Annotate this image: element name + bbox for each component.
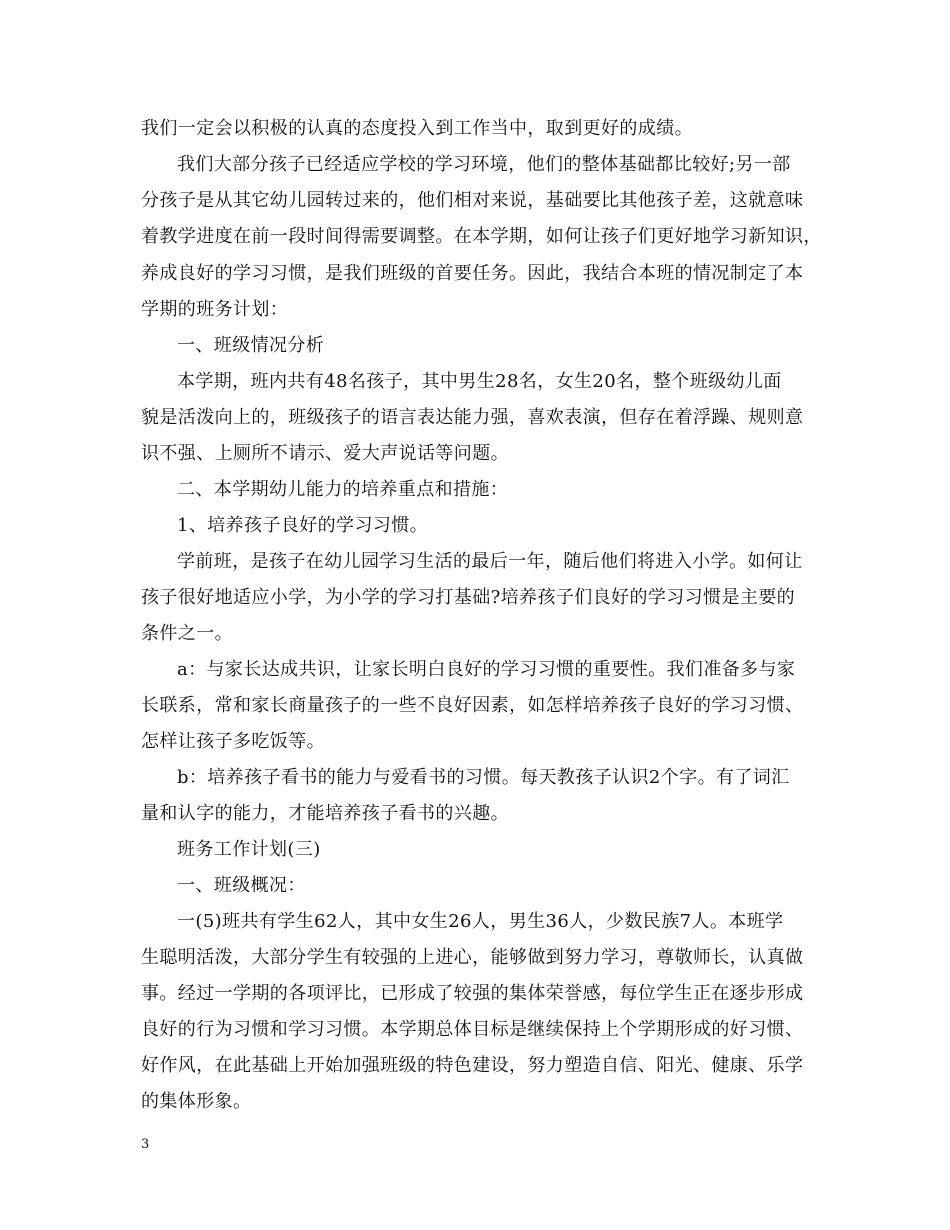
text-line: b：培养孩子看书的能力与爱看书的习惯。每天教孩子认识2个字。有了词汇 [177,767,790,788]
text-line: 我们大部分孩子已经适应学校的学习环境，他们的整体基础都比较好;另一部 [177,154,791,175]
section-heading: 一、班级情况分析 [177,335,325,356]
text-line: 长联系，常和家长商量孩子的一些不良好因素，如怎样培养孩子良好的学习习惯、 [141,695,804,716]
section-title: 班务工作计划(三) [177,839,321,860]
text-line: 我们一定会以积极的认真的态度投入到工作当中，取到更好的成绩。 [141,118,693,139]
text-line: 条件之一。 [141,623,233,644]
text-line: 的集体形象。 [141,1091,252,1112]
text-line: a：与家长达成共识，让家长明白良好的学习习惯的重要性。我们准备多与家 [177,659,796,680]
section-heading: 一、班级概况： [177,875,306,896]
text-line: 好作风，在此基础上开始加强班级的特色建设，努力塑造自信、阳光、健康、乐学 [141,1055,804,1076]
text-line: 良好的行为习惯和学习习惯。本学期总体目标是继续保持上个学期形成的好习惯、 [141,1019,804,1040]
text-line: 一(5)班共有学生62人，其中女生26人，男生36人，少数民族7人。本班学 [177,911,784,932]
text-line: 量和认字的能力，才能培养孩子看书的兴趣。 [141,803,509,824]
text-line: 学前班，是孩子在幼儿园学习生活的最后一年，随后他们将进入小学。如何让 [177,551,803,572]
text-line: 学期的班务计划： [141,299,289,320]
text-line: 怎样让孩子多吃饭等。 [141,731,325,752]
text-line: 养成良好的学习习惯，是我们班级的首要任务。因此，我结合本班的情况制定了本 [141,263,804,284]
text-line: 本学期，班内共有48名孩子，其中男生28名，女生20名，整个班级幼儿面 [177,371,782,392]
subsection-heading: 1、培养孩子良好的学习习惯。 [177,515,429,536]
text-line: 生聪明活泼，大部分学生有较强的上进心，能够做到努力学习，尊敬师长，认真做 [141,947,804,968]
text-line: 事。经过一学期的各项评比，已形成了较强的集体荣誉感，每位学生正在逐步形成 [141,983,804,1004]
page-number: 3 [141,1137,150,1152]
text-line: 着教学进度在前一段时间得需要调整。在本学期，如何让孩子们更好地学习新知识， [141,226,822,247]
section-heading: 二、本学期幼儿能力的培养重点和措施： [177,479,509,500]
text-line: 分孩子是从其它幼儿园转过来的，他们相对来说，基础要比其他孩子差，这就意味 [141,190,804,211]
text-line: 孩子很好地适应小学，为小学的学习打基础?培养孩子们良好的学习习惯是主要的 [141,587,796,608]
text-line: 识不强、上厕所不请示、爱大声说话等问题。 [141,443,509,464]
text-line: 貌是活泼向上的，班级孩子的语言表达能力强，喜欢表演，但存在着浮躁、规则意 [141,407,804,428]
